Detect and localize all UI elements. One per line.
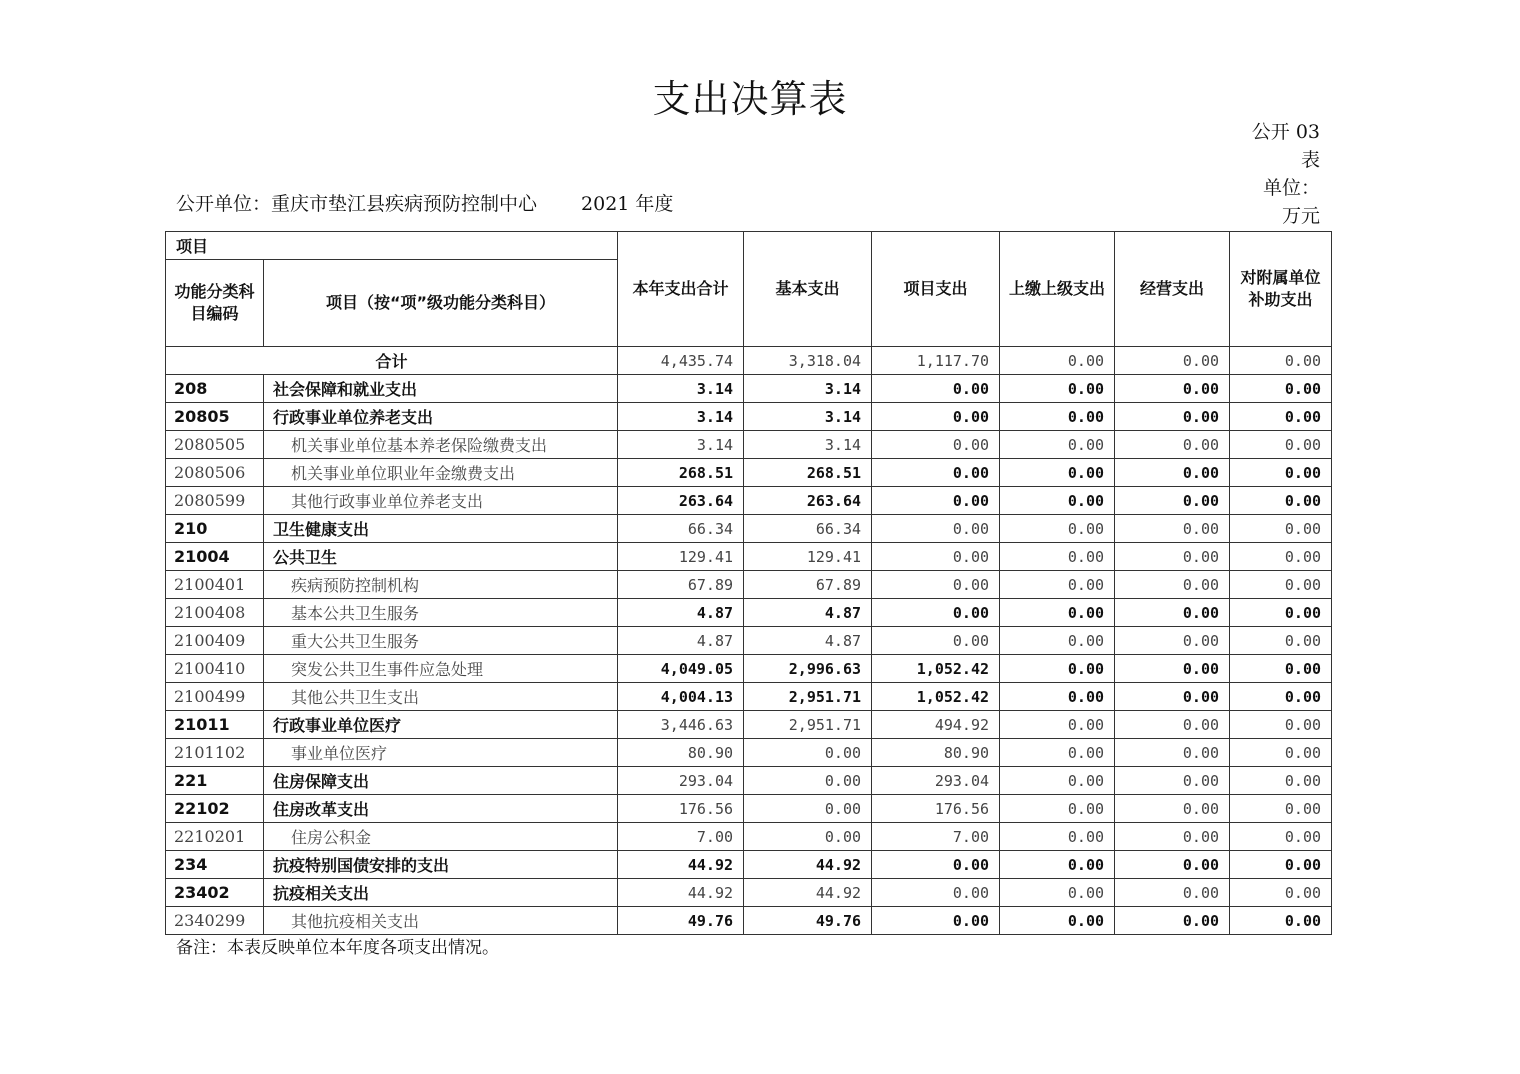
row-value: 0.00: [1000, 767, 1115, 795]
header-func-name: 项目（按“项”级功能分类科目）: [264, 260, 618, 347]
row-value: 3.14: [618, 431, 744, 459]
row-value: 0.00: [872, 403, 1000, 431]
table-row: [166, 795, 1332, 823]
row-value: 494.92: [872, 711, 1000, 739]
table-row: [166, 739, 1332, 767]
header-basic: 基本支出: [744, 232, 872, 347]
row-code: 23402: [166, 879, 264, 907]
row-value: 0.00: [1230, 487, 1332, 515]
row-value: 0.00: [1000, 543, 1115, 571]
row-value: 0.00: [872, 459, 1000, 487]
expenditure-table: [165, 231, 1332, 935]
row-code: 2100410: [166, 655, 264, 683]
row-value: 0.00: [872, 599, 1000, 627]
header-item: 项目: [166, 232, 618, 260]
row-value: 2,996.63: [744, 655, 872, 683]
row-value: 3.14: [618, 403, 744, 431]
table-row: [166, 515, 1332, 543]
total-value: 0.00: [1230, 347, 1332, 375]
row-name: 住房公积金: [264, 823, 618, 851]
row-value: 0.00: [1000, 599, 1115, 627]
row-value: 0.00: [1115, 795, 1230, 823]
row-value: 0.00: [1115, 431, 1230, 459]
row-value: 0.00: [1115, 599, 1230, 627]
row-code: 234: [166, 851, 264, 879]
row-value: 0.00: [872, 627, 1000, 655]
row-value: 0.00: [1115, 375, 1230, 403]
total-value: 0.00: [1115, 347, 1230, 375]
unit-label-line-1: 单位：: [1262, 177, 1320, 199]
row-name: 公共卫生: [264, 543, 618, 571]
report-meta: [176, 189, 673, 216]
row-value: 176.56: [872, 795, 1000, 823]
row-value: 67.89: [618, 571, 744, 599]
table-row: [166, 431, 1332, 459]
row-value: 0.00: [744, 767, 872, 795]
row-value: 0.00: [1000, 655, 1115, 683]
row-value: 0.00: [1230, 459, 1332, 487]
header-subsidy: 对附属单位补助支出: [1230, 232, 1332, 347]
table-row: [166, 767, 1332, 795]
row-value: 66.34: [744, 515, 872, 543]
row-value: 176.56: [618, 795, 744, 823]
row-code: 2100409: [166, 627, 264, 655]
row-value: 3.14: [744, 403, 872, 431]
row-name: 住房改革支出: [264, 795, 618, 823]
row-value: 3,446.63: [618, 711, 744, 739]
table-code: [1240, 118, 1320, 174]
unit-label: [1240, 174, 1320, 230]
row-value: 1,052.42: [872, 655, 1000, 683]
total-value: 1,117.70: [872, 347, 1000, 375]
row-value: 263.64: [618, 487, 744, 515]
table-row: [166, 403, 1332, 431]
row-value: 0.00: [1115, 767, 1230, 795]
row-value: 0.00: [1115, 851, 1230, 879]
row-code: 21004: [166, 543, 264, 571]
row-value: 129.41: [744, 543, 872, 571]
row-code: 22102: [166, 795, 264, 823]
row-value: 4.87: [744, 627, 872, 655]
row-value: 67.89: [744, 571, 872, 599]
row-value: 1,052.42: [872, 683, 1000, 711]
row-value: 0.00: [1230, 795, 1332, 823]
row-code: 2101102: [166, 739, 264, 767]
row-value: 0.00: [1000, 711, 1115, 739]
row-value: 44.92: [618, 879, 744, 907]
row-name: 卫生健康支出: [264, 515, 618, 543]
row-value: 0.00: [1115, 739, 1230, 767]
row-value: 0.00: [1000, 739, 1115, 767]
row-value: 0.00: [1000, 459, 1115, 487]
header-project: 项目支出: [872, 232, 1000, 347]
table-row: [166, 571, 1332, 599]
row-value: 0.00: [1000, 487, 1115, 515]
row-value: 0.00: [1000, 403, 1115, 431]
row-code: 20805: [166, 403, 264, 431]
org-label: 公开单位：重庆市垫江县疾病预防控制中心: [176, 193, 538, 215]
row-value: 2,951.71: [744, 683, 872, 711]
table-row: [166, 851, 1332, 879]
table-row: [166, 655, 1332, 683]
row-value: 268.51: [744, 459, 872, 487]
row-value: 3.14: [744, 375, 872, 403]
row-value: 4.87: [618, 627, 744, 655]
row-value: 66.34: [618, 515, 744, 543]
total-value: 0.00: [1000, 347, 1115, 375]
row-value: 0.00: [1000, 823, 1115, 851]
row-value: 7.00: [872, 823, 1000, 851]
total-label: 合计: [166, 347, 618, 375]
row-name: 机关事业单位职业年金缴费支出: [264, 459, 618, 487]
row-name: 其他公共卫生支出: [264, 683, 618, 711]
row-value: 0.00: [1230, 683, 1332, 711]
row-value: 0.00: [1000, 907, 1115, 935]
row-value: 0.00: [1230, 655, 1332, 683]
row-value: 0.00: [1000, 683, 1115, 711]
row-code: 2210201: [166, 823, 264, 851]
row-value: 0.00: [872, 431, 1000, 459]
row-code: 208: [166, 375, 264, 403]
row-value: 0.00: [1230, 403, 1332, 431]
row-value: 0.00: [1115, 879, 1230, 907]
row-code: 2100499: [166, 683, 264, 711]
row-value: 0.00: [1000, 879, 1115, 907]
table-code-line-1: 公开 03: [1251, 121, 1320, 143]
row-name: 疾病预防控制机构: [264, 571, 618, 599]
row-value: 4.87: [618, 599, 744, 627]
row-value: 0.00: [1000, 627, 1115, 655]
row-value: 0.00: [1000, 515, 1115, 543]
row-value: 0.00: [1115, 627, 1230, 655]
row-value: 80.90: [872, 739, 1000, 767]
row-value: 44.92: [618, 851, 744, 879]
row-name: 住房保障支出: [264, 767, 618, 795]
row-value: 0.00: [1115, 515, 1230, 543]
row-name: 突发公共卫生事件应急处理: [264, 655, 618, 683]
row-value: 0.00: [1230, 767, 1332, 795]
row-value: 0.00: [1000, 431, 1115, 459]
row-code: 210: [166, 515, 264, 543]
row-value: 7.00: [618, 823, 744, 851]
row-value: 0.00: [1230, 543, 1332, 571]
row-name: 社会保障和就业支出: [264, 375, 618, 403]
row-value: 0.00: [1230, 823, 1332, 851]
row-code: 2340299: [166, 907, 264, 935]
table-row: [166, 823, 1332, 851]
row-name: 基本公共卫生服务: [264, 599, 618, 627]
table-row: [166, 683, 1332, 711]
row-value: 0.00: [1230, 627, 1332, 655]
row-name: 重大公共卫生服务: [264, 627, 618, 655]
table-row: [166, 599, 1332, 627]
row-value: 80.90: [618, 739, 744, 767]
table-row: [166, 711, 1332, 739]
table-row: [166, 375, 1332, 403]
row-value: 293.04: [872, 767, 1000, 795]
row-value: 129.41: [618, 543, 744, 571]
table-row: [166, 879, 1332, 907]
header-upper: 上缴上级支出: [1000, 232, 1115, 347]
row-value: 0.00: [1230, 851, 1332, 879]
row-code: 21011: [166, 711, 264, 739]
row-value: 0.00: [872, 487, 1000, 515]
row-value: 0.00: [1115, 487, 1230, 515]
row-value: 0.00: [872, 879, 1000, 907]
row-value: 0.00: [872, 851, 1000, 879]
row-value: 0.00: [744, 823, 872, 851]
table-row: [166, 627, 1332, 655]
row-value: 3.14: [744, 431, 872, 459]
row-name: 其他行政事业单位养老支出: [264, 487, 618, 515]
row-value: 0.00: [872, 907, 1000, 935]
year-label: 2021 年度: [581, 193, 674, 215]
row-value: 268.51: [618, 459, 744, 487]
row-value: 0.00: [1230, 711, 1332, 739]
unit-label-line-2: 万元: [1281, 205, 1320, 227]
row-value: 0.00: [1115, 571, 1230, 599]
row-value: 0.00: [1115, 543, 1230, 571]
table-body: [166, 347, 1332, 935]
row-value: 0.00: [1000, 375, 1115, 403]
row-value: 0.00: [872, 515, 1000, 543]
row-value: 263.64: [744, 487, 872, 515]
row-name: 抗疫相关支出: [264, 879, 618, 907]
row-value: 44.92: [744, 851, 872, 879]
row-value: 0.00: [1230, 515, 1332, 543]
row-value: 0.00: [1230, 879, 1332, 907]
row-value: 4,049.05: [618, 655, 744, 683]
row-value: 3.14: [618, 375, 744, 403]
row-value: 0.00: [1000, 571, 1115, 599]
row-name: 抗疫特别国债安排的支出: [264, 851, 618, 879]
row-value: 0.00: [1000, 795, 1115, 823]
row-code: 2080599: [166, 487, 264, 515]
table-row: [166, 459, 1332, 487]
table-code-line-2: 表: [1300, 149, 1320, 171]
header-total: 本年支出合计: [618, 232, 744, 347]
row-value: 0.00: [1230, 907, 1332, 935]
row-value: 4,004.13: [618, 683, 744, 711]
row-value: 0.00: [872, 543, 1000, 571]
row-value: 0.00: [1000, 851, 1115, 879]
row-value: 0.00: [1230, 571, 1332, 599]
row-name: 事业单位医疗: [264, 739, 618, 767]
row-value: 293.04: [618, 767, 744, 795]
row-code: 2080506: [166, 459, 264, 487]
row-value: 0.00: [1115, 403, 1230, 431]
row-value: 0.00: [1230, 431, 1332, 459]
row-value: 49.76: [618, 907, 744, 935]
row-value: 0.00: [744, 739, 872, 767]
row-code: 2100401: [166, 571, 264, 599]
row-value: 0.00: [1230, 739, 1332, 767]
row-code: 2080505: [166, 431, 264, 459]
row-name: 行政事业单位医疗: [264, 711, 618, 739]
row-code: 2100408: [166, 599, 264, 627]
row-code: 221: [166, 767, 264, 795]
row-value: 0.00: [872, 571, 1000, 599]
row-value: 4.87: [744, 599, 872, 627]
row-value: 0.00: [1230, 599, 1332, 627]
row-value: 2,951.71: [744, 711, 872, 739]
total-value: 4,435.74: [618, 347, 744, 375]
row-value: 0.00: [872, 375, 1000, 403]
row-value: 0.00: [1230, 375, 1332, 403]
footnote: 备注：本表反映单位本年度各项支出情况。: [176, 938, 499, 958]
table-row: [166, 907, 1332, 935]
total-value: 3,318.04: [744, 347, 872, 375]
row-name: 其他抗疫相关支出: [264, 907, 618, 935]
row-value: 0.00: [1115, 683, 1230, 711]
total-row: [166, 347, 1332, 375]
row-value: 0.00: [1115, 823, 1230, 851]
row-value: 0.00: [1115, 459, 1230, 487]
row-value: 0.00: [1115, 907, 1230, 935]
row-value: 49.76: [744, 907, 872, 935]
row-name: 机关事业单位基本养老保险缴费支出: [264, 431, 618, 459]
table-row: [166, 543, 1332, 571]
row-name: 行政事业单位养老支出: [264, 403, 618, 431]
row-value: 44.92: [744, 879, 872, 907]
row-value: 0.00: [1115, 655, 1230, 683]
header-business: 经营支出: [1115, 232, 1230, 347]
page-title: 支出决算表: [652, 77, 848, 121]
header-func-code: 功能分类科目编码: [166, 260, 264, 347]
row-value: 0.00: [1115, 711, 1230, 739]
table-row: [166, 487, 1332, 515]
row-value: 0.00: [744, 795, 872, 823]
